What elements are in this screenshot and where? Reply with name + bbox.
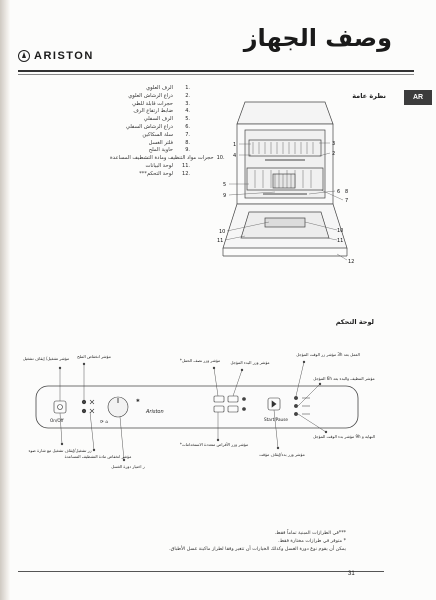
brand-logo (18, 50, 94, 62)
callout-program: ر اختيار دورة الغسل (111, 464, 145, 469)
dishwasher-diagram (205, 100, 360, 270)
panel-onoff-label: On/Off (50, 418, 64, 423)
brand-name: ARISTON (34, 50, 94, 62)
callout-label: 4 (233, 153, 237, 159)
callout-power-button: زر تشغيل/إيقاف تشغيل مع شارة ضوء (28, 448, 92, 453)
callout-half-load: مؤشر وزر نصف الحمل* (179, 358, 221, 363)
control-panel-diagram (22, 340, 388, 490)
list-item: ضابط ارتفاع الرف 4. (133, 108, 190, 115)
list-item: حجرات قابلة للطي 3. (132, 100, 190, 107)
overview-heading: نظرة عامة (352, 92, 386, 100)
header-rule (18, 70, 414, 72)
list-item: ذراع الرشاش العلوي 2. (128, 92, 190, 99)
callout-label: 8 (345, 189, 349, 195)
svg-text:⟳ ⌂: ⟳ ⌂ (100, 420, 109, 425)
callout-label: 10 (219, 229, 226, 235)
list-item: سلة السكاكين 7. (142, 131, 190, 138)
footer-rule (18, 571, 384, 572)
callout-label: 10 (337, 228, 344, 234)
callout-salt: مؤشر انخفاض الملح (77, 354, 111, 359)
callout-label: 2 (332, 151, 336, 157)
header-rule-thin (18, 74, 414, 75)
footnote: ***في الطرازات المبنية تماماً فقط. (274, 531, 346, 536)
page-title: وصف الجهاز (243, 24, 392, 52)
page-edge-shadow (0, 0, 10, 600)
list-item: الرف العلوي 1. (146, 85, 190, 91)
callout-label: 7 (345, 198, 349, 204)
callout-label: 9 (223, 193, 227, 199)
callout-start-pause: مؤشر وزر بدء/إيقاف مؤقت (259, 452, 305, 457)
callout-delay-6h: مؤشر التنظيف والبدء بعد 6h المؤجل (313, 376, 375, 381)
callout-delay-start: مؤشر وزر البدء المؤجل (230, 360, 270, 365)
page-background (10, 0, 436, 600)
callout-label: 3 (332, 141, 336, 147)
list-item: فلتر الغسل 8. (148, 139, 190, 146)
panel-start-label: Start/Pause (264, 417, 288, 422)
callout-tablets: مؤشر وزر الأقراص متعددة الاستخدامات* (179, 442, 249, 447)
callout-label: 12 (348, 259, 355, 265)
callout-label: 11 (217, 238, 224, 244)
list-item: لوحة البيانات 11. (145, 162, 190, 169)
list-item: ذراع الرشاش السفلي 6. (125, 123, 190, 130)
parts-list (110, 85, 225, 179)
callout-label: 6 (337, 189, 341, 195)
callout-delay-9h: النهاية و 9h مؤشر بدء الوقت المؤجل (313, 434, 375, 439)
list-item: الرف السفلي 5. (143, 116, 190, 123)
ariston-logo-icon (18, 50, 30, 62)
list-item: حاوية الملح 9. (148, 147, 190, 154)
page-number: 31 (348, 571, 355, 577)
footnote: يمكن أن يقوم نوع دورة الغسل وكذلك الخيارات أن تتغير وفقا لطراز ماكينة غسل الأطباق. (169, 547, 346, 552)
footnote: * متوفر في طرازات مختارة فقط. (278, 539, 346, 544)
callout-label: 5 (223, 182, 227, 188)
list-item: حجرات مواد التنظيف ومادة التشطيف المساعدة 10. (110, 155, 225, 162)
svg-text:✱: ✱ (136, 399, 140, 404)
callout-label: 11 (337, 238, 344, 244)
list-item: لوحة التحكم*** 12. (139, 170, 190, 177)
callout-delay-3h: العمل بعد 3h مؤشر زر الوقت المؤجل (296, 352, 360, 357)
callout-rinse-aid: مؤشر انخفاض مادة التشطيف المساعدة (64, 454, 132, 459)
callout-label: 1 (233, 142, 237, 148)
callout-on-off: مؤشر تشغيل/ إيقاف تشغيل (22, 356, 70, 361)
control-panel-heading: لوحة التحكم (335, 318, 374, 326)
panel-brand-label: Ariston (146, 409, 164, 415)
language-tab[interactable]: AR (404, 90, 432, 105)
